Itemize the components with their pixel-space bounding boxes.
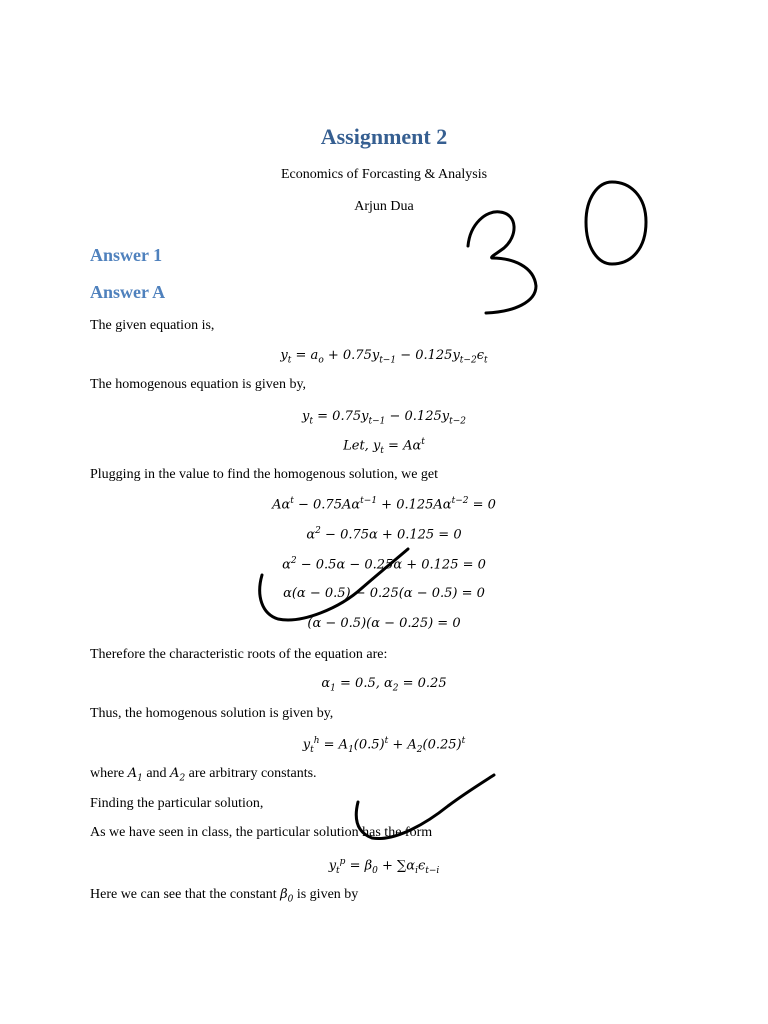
text-here: Here we can see that the constant bbox=[90, 887, 281, 902]
paragraph-arbitrary-constants: where $A_1$ and $A_2$ are arbitrary constants. bbox=[90, 766, 317, 784]
heading-answer-a: Answer A bbox=[90, 282, 166, 302]
equation-homogenous: $y_t = 0.75y_{t-1} - 0.125y_{t-2}$ bbox=[302, 409, 466, 427]
handwritten-digit-3 bbox=[468, 212, 536, 313]
text-and: and bbox=[142, 766, 171, 781]
paragraph-constant-beta: Here we can see that the constant $\beta_0$ is given by bbox=[90, 887, 359, 905]
equation-let: Let, $y_t = A\alpha^t$ bbox=[343, 437, 425, 456]
paragraph-plugging: Plugging in the value to find the homogenous solution, we get bbox=[90, 467, 439, 482]
equation-homogenous-solution: $y_t^h = A_1(0.5)^t + A_2(0.25)^t$ bbox=[302, 736, 466, 755]
equation-roots: $\alpha_1 = 0.5$, $\alpha_2 = 0.25$ bbox=[321, 676, 447, 694]
paragraph-characteristic-roots: Therefore the characteristic roots of the equation are: bbox=[90, 647, 388, 662]
equation-step-3: $\alpha^2 - 0.5\alpha - 0.25\alpha + 0.125 = 0$ bbox=[282, 556, 486, 573]
handwritten-digit-0 bbox=[586, 182, 646, 264]
heading-answer-1: Answer 1 bbox=[90, 245, 163, 265]
paragraph-particular-form: As we have seen in class, the particular solution has the form bbox=[90, 825, 433, 840]
paragraph-finding-particular: Finding the particular solution, bbox=[90, 796, 264, 811]
paragraph-given-equation: The given equation is, bbox=[90, 318, 215, 333]
equation-particular-solution: $y_t^p = \beta_0 + \sum\alpha_i\epsilon_{t-i}$ bbox=[328, 857, 440, 876]
equation-step-2: $\alpha^2 - 0.75\alpha + 0.125 = 0$ bbox=[306, 526, 462, 543]
equation-step-1: $A\alpha^t - 0.75A\alpha^{t-1} + 0.125A\alpha^{t-2} = 0$ bbox=[272, 496, 496, 513]
document-subtitle: Economics of Forcasting & Analysis bbox=[280, 167, 488, 182]
document-title: Assignment 2 bbox=[320, 124, 448, 149]
text-given-by: is given by bbox=[293, 887, 359, 902]
paragraph-homogenous-solution: Thus, the homogenous solution is given by, bbox=[90, 706, 334, 721]
document-author: Arjun Dua bbox=[354, 199, 414, 214]
text-arbitrary: are arbitrary constants. bbox=[185, 766, 317, 781]
equation-step-4: α(α − 0.5) − 0.25(α − 0.5) = 0 bbox=[283, 586, 485, 601]
equation-step-5: (α − 0.5)(α − 0.25) = 0 bbox=[307, 616, 461, 631]
equation-given: $y_t = a_o + 0.75y_{t-1} - 0.125y_{t-2}\epsilon_t$ bbox=[280, 348, 488, 366]
text-where: where bbox=[90, 766, 128, 781]
paragraph-homogenous-equation: The homogenous equation is given by, bbox=[90, 377, 307, 392]
